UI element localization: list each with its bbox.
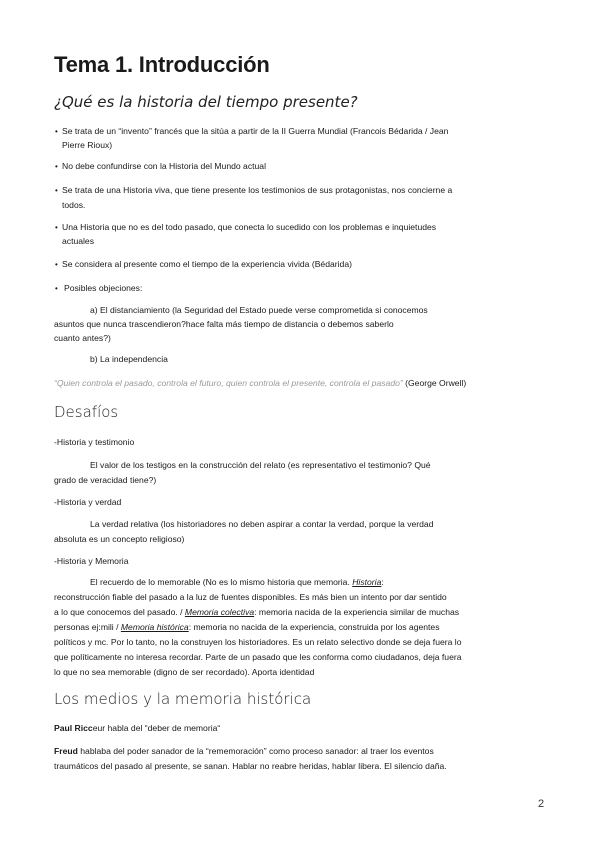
paragraph-line: que políticamente no interesa recordar. Parte de un pasado que les conforma como ciudadanos, deja fuera xyxy=(54,652,462,662)
orwell-quote xyxy=(54,378,466,389)
bullet-text: Se trata de un “invento” francés que la sitúa a partir de la II Guerra Mundial (Francois Bédarida / Jean xyxy=(62,126,449,136)
paragraph-line: reconstrucción fiable del pasado a la luz de fuentes disponibles. Es más bien un intento por dar sentido xyxy=(54,592,447,602)
text-run: hablaba del poder sanador de la “rememoración” como proceso sanador: al traer los eventos xyxy=(77,746,434,756)
page-number: 2 xyxy=(538,798,545,810)
paragraph-line: El valor de los testigos en la construcción del relato (es representativo el testimonio? Qué xyxy=(90,460,431,470)
bullet-marker: • xyxy=(55,260,58,269)
objection-a-line: a) El distanciamiento (la Seguridad del Estado puede verse comprometida si conocemos xyxy=(90,305,428,315)
section-heading-1: ¿Qué es la historia del tiempo presente? xyxy=(54,93,358,111)
bullet-marker: • xyxy=(55,284,58,293)
bullet-text: Se considera al presente como el tiempo de la experiencia vivida (Bédarida) xyxy=(62,259,352,269)
bullet-marker: • xyxy=(55,186,58,195)
subheading: -Historia y testimonio xyxy=(54,437,135,447)
subheading: -Historia y Memoria xyxy=(54,556,129,566)
bullet-marker: • xyxy=(55,162,58,171)
text-run: : memoria nacida de la experiencia similar de muchas xyxy=(254,607,460,617)
objection-a-line: cuanto antes?) xyxy=(54,333,111,343)
bullet-text: Posibles objeciones: xyxy=(64,283,143,293)
term-memoria-historica: Memoria histórica xyxy=(120,622,189,632)
paragraph-line xyxy=(90,577,384,588)
text-run: a lo que conocemos del pasado. / xyxy=(54,607,185,617)
paragraph-line: políticos y mc. Por lo tanto, no la construyen los historiadores. Es un relato selectivo donde se deja fuera lo xyxy=(54,637,462,647)
quote-text: “Quien controla el pasado, controla el futuro, quien controla el presente, controla el pasado” xyxy=(54,378,403,388)
page-title: Tema 1. Introducción xyxy=(54,52,270,77)
text-run: : memoria no nacida de la experiencia, construida por los agentes xyxy=(188,622,440,632)
paragraph-line: absoluta es un concepto religioso) xyxy=(54,534,185,544)
bullet-text: No debe confundirse con la Historia del Mundo actual xyxy=(62,161,266,171)
paragraph-line: traumáticos del pasado al presente, se sanan. Hablar no reabre heridas, hablar libera. El silencio daña. xyxy=(54,761,447,771)
author-name: Paul Ricc xyxy=(54,723,93,733)
paragraph-line xyxy=(54,622,440,633)
text-run: personas ej:mili / xyxy=(54,622,121,632)
author-name: Freud xyxy=(54,746,78,756)
objection-a-line: asuntos que nunca trascendieron?hace falta más tiempo de distancia o debemos saberlo xyxy=(54,319,394,329)
paragraph-line: La verdad relativa (los historiadores no deben aspirar a contar la verdad, porque la verdad xyxy=(90,519,434,529)
bullet-text: Una Historia que no es del todo pasado, que conecta lo sucedido con los problemas e inquietudes xyxy=(62,222,437,232)
text-run: : xyxy=(381,577,384,587)
bullet-marker: • xyxy=(55,127,58,136)
section-heading-2: Desafíos xyxy=(54,403,119,421)
subheading: -Historia y verdad xyxy=(54,497,122,507)
text-run: eur habla del “deber de memoria“ xyxy=(92,723,221,733)
objection-b: b) La independencia xyxy=(90,354,168,364)
bullet-marker: • xyxy=(55,223,58,232)
bullet-text: todos. xyxy=(62,200,86,210)
quote-author: (George Orwell) xyxy=(402,378,467,388)
paragraph-line xyxy=(54,723,220,734)
paragraph-line xyxy=(54,746,434,757)
paragraph-line: lo que no sea memorable (digno de ser recordado). Aporta identidad xyxy=(54,667,315,677)
term-historia: Historia xyxy=(352,577,382,587)
text-run: El recuerdo de lo memorable (No es lo mismo historia que memoria. xyxy=(90,577,353,587)
paragraph-line: grado de veracidad tiene?) xyxy=(54,475,157,485)
bullet-text: Pierre Rioux) xyxy=(62,140,113,150)
bullet-text: actuales xyxy=(62,236,95,246)
bullet-text: Se trata de una Historia viva, que tiene presente los testimonios de sus protagonistas, nos concierne a xyxy=(62,185,453,195)
paragraph-line xyxy=(54,607,459,618)
section-heading-3: Los medios y la memoria histórica xyxy=(54,690,312,708)
term-memoria-colectiva: Memoria colectiva xyxy=(184,607,255,617)
